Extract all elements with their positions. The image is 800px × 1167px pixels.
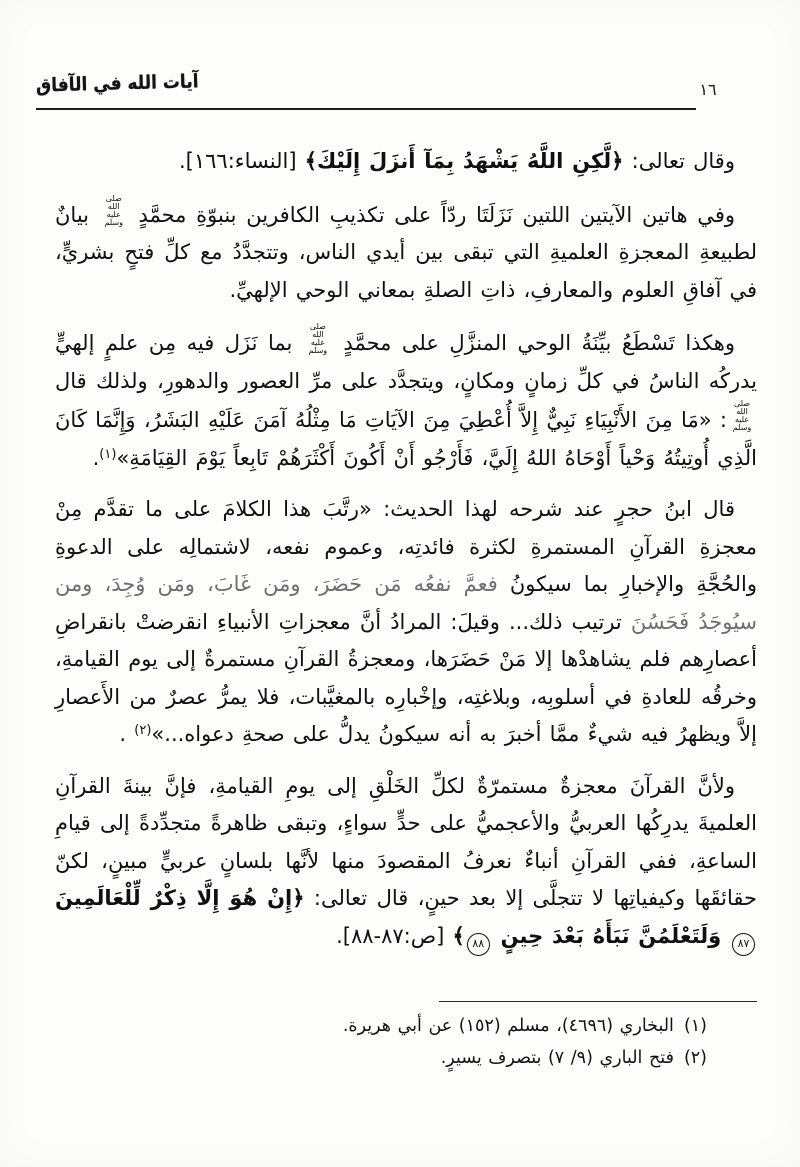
body-paragraph (55, 195, 757, 310)
saw-symbol-line: صلى الله (309, 322, 326, 339)
text-run: وهكذا تَسْطَعُ بيِّنَةُ الوحي المنزَّلِ على محمَّدٍ (332, 331, 736, 355)
body-paragraph (55, 491, 757, 754)
saw-symbol-line: عليه وسلم (732, 415, 752, 432)
footnote-separator (439, 1001, 757, 1002)
text-run: وفي هاتين الآيتين اللتين نَزَلَتَا ردّاً على تكذيبِ الكافرين بنبوّةِ محمَّدٍ (128, 202, 735, 227)
text-run: : «مَا مِنَ الأَنْبِيَاءِ نَبِيٌّ إِلاَّ أُعْطِيَ مِنَ الآيَاتِ مَا مِثْلُهُ آمَنَ عَلَيْهِ البَشَرُ، وَإِنَّمَا كَانَ الَّذِي أُوتِيتُهُ وَحْياً أَوْحَاهُ اللهُ إِلَيَّ، فَأَرْجُو أَنْ أَكُونَ أَكْثَرَهُمْ تَابِعاً يَوْمَ القِيَامَةِ» (55, 408, 757, 470)
saw-symbol-line: عليه وسلم (308, 338, 328, 355)
footnote-ref: (١) (99, 446, 117, 462)
saw-symbol (727, 400, 757, 432)
text-run: ولأنَّ القرآنَ معجزةٌ مستمرّةٌ لكلِّ الخَلْقِ إلى يومِ القيامةِ، فإنَّ بينةَ القرآنِ العلميةَ يدرِكُها العربيُّ والأعجميُّ على حدٍّ سواءٍ، وتبقى ظاهرةً متجدِّدةً إلى قيامِ الساعةِ، ففي القرآنِ أنباءٌ نعرفُ المقصودَ منها لأنَّها بلسانٍ عربيٍّ مبينٍ، لكنّ حقائقَها وكيفياتِها لا تتجلَّى إلا بعد حينٍ، قال تعالى: (55, 773, 757, 910)
page-number: ١٦ (699, 80, 717, 99)
footnote-marker: (١) (683, 1016, 707, 1036)
saw-symbol-line: صلى الله (733, 399, 751, 416)
text-run: بما نَزَل فيه مِن علمٍ إلهيٍّ يدركُه الناسُ في كلِّ زمانٍ ومكانٍ، ويتجدَّد على مرِّ العصور والدهورِ، ولذلك قال (55, 331, 757, 393)
footnote-item (43, 1010, 757, 1042)
footnote-ref: (٢) (134, 723, 152, 738)
book-title-calligraphy: آيات الله في الآفاق (35, 70, 199, 98)
body-paragraph (55, 768, 757, 956)
quran-verse: ﴾ (452, 923, 465, 948)
header-rule (36, 108, 696, 110)
text-run: [النساء:١٦٦]. (178, 149, 305, 173)
quran-verse: ﴿لَّكِنِ اللَّهُ يَشْهَدُ بِمَآ أَنزَلَ إِلَيْكَ﴾ (304, 149, 624, 173)
body-paragraph (55, 143, 757, 181)
footnote-marker: (٢) (683, 1048, 707, 1068)
faded-text: فعمَّ نفعُه مَن حَضَرَ، ومَن غَابَ، ومَن وُجِدَ، ومن سيُوجَدُ فَحَسُنَ (55, 572, 757, 634)
footnote-item (43, 1042, 757, 1074)
quran-verse: وَلَتَعْلَمُنَّ نَبَأَهُ بَعْدَ حِينٍ (491, 923, 730, 948)
saw-symbol-line: صلى الله (105, 193, 122, 211)
text-run: . (92, 445, 100, 470)
text-run: وقال تعالى: (623, 149, 735, 173)
footnotes-section (43, 1001, 757, 1074)
footnote-text: فتح الباري (٩/ ٧) بتصرف يسيرٍ. (440, 1048, 674, 1068)
ayah-number-badge: ٨٨ (467, 933, 490, 956)
body-paragraph (55, 323, 757, 477)
quran-verse: ﴿إِنْ هُوَ إِلَّا ذِكْرٌ لِّلْعَالَمِينَ (55, 886, 305, 910)
saw-symbol (99, 195, 129, 227)
saw-symbol-line: عليه وسلم (104, 209, 123, 227)
page-body (55, 143, 757, 970)
text-run: ترتيب ذلك... وقيلَ: المرادُ أنَّ معجزاتِ الأنبياءِ انقرضتْ بانقراضِ أعصارِهم فلم يشاهدْها إلا مَنْ حَضَرَها، ومعجزةُ القرآنِ مستمرةٌ إلى يوم القيامةِ، وخرقُه للعادةِ في أسلوبِه، وبلاغتِه، وإخْبارِه بالمغيَّبات، فلا يمرُّ عصرٌ من الأَعصارِ إلاَّ ويظهرُ فيه شيءٌ ممَّا أخبرَ به أنه سيكونُ يدلُّ على صحةِ دعواه...» (55, 609, 757, 746)
footnote-text: البخاري (٤٦٩٦)، مسلم (١٥٢) عن أبي هريرة. (342, 1016, 674, 1036)
saw-symbol (303, 323, 333, 355)
text-run: [ص:٨٧-٨٨]. (336, 923, 453, 948)
text-run: . (119, 722, 135, 746)
ayah-number-badge: ٨٧ (732, 933, 755, 956)
text-run: بيانٌ لطبيعةِ المعجزةِ العلميةِ التي تبقى بين أيدي الناس، وتتجدَّدُ مع كلِّ فتحٍ بشريٍّ، في آفاقِ العلوم والمعارفِ، ذاتِ الصلةِ بمعاني الوحي الإلهيِّ. (55, 202, 757, 302)
text-run: قال ابنُ حجرٍ عند شرحه لهذا الحديث: «رتَّبَ هذا الكلامَ على ما تقدَّم مِنْ معجزةِ القرآنِ المستمرةِ لكثرة فائدتِه، وعموم نفعه، لاشتمالِه على الدعوةِ والحُجَّةِ والإخبارِ بما سيكونُ (55, 497, 757, 596)
